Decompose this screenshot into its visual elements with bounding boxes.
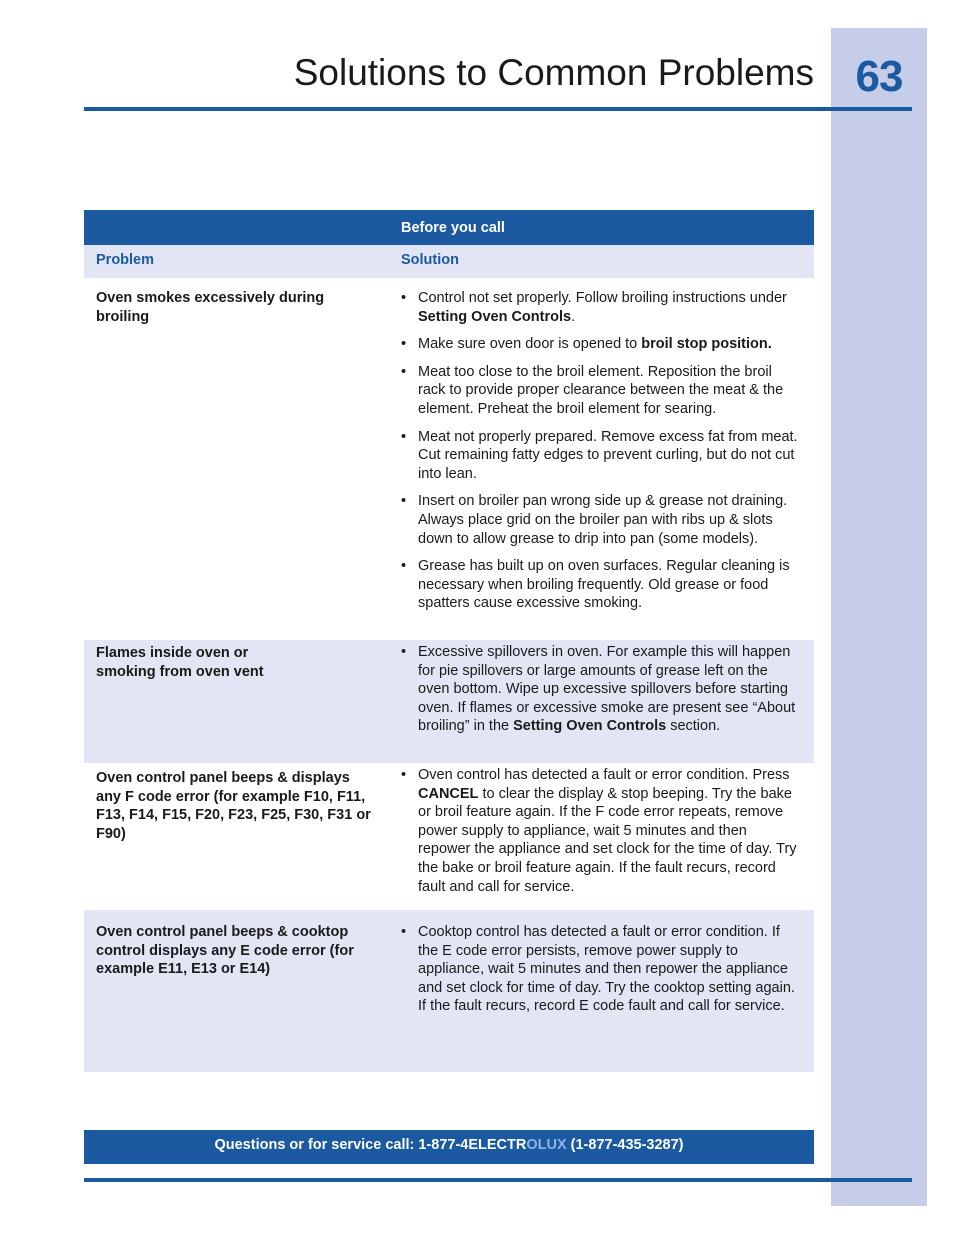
footer-text-suffix: (1-877-435-3287) xyxy=(566,1137,684,1153)
table-row xyxy=(84,910,814,1072)
table-caption-bar xyxy=(84,210,814,245)
solution-item: • Insert on broiler pan wrong side up & grease not draining. Always place grid on the broiler pan with ribs up & slots down to allow grease to drip into pan (some models). xyxy=(401,492,803,548)
footer-text-accent: OLUX xyxy=(526,1137,567,1153)
solution-cell xyxy=(401,923,803,1025)
solution-item: • Excessive spillovers in oven. For example this will happen for pie spillovers or large amounts of grease left on the oven bottom. Wipe up excessive spillovers before starting oven. If flames or excessive smoke are present see “About broiling” in the Setting Oven Controls section. xyxy=(401,643,803,736)
solution-cell xyxy=(401,766,803,905)
page-title: Solutions to Common Problems xyxy=(293,52,814,93)
problem-cell: Flames inside oven or smoking from oven vent xyxy=(96,645,264,680)
side-bar xyxy=(831,28,927,1206)
solution-cell xyxy=(401,643,803,745)
footer-text-prefix: Questions or for service call: 1-877-4ELECTR xyxy=(214,1137,527,1153)
solution-item: • Control not set properly. Follow broiling instructions under Setting Oven Controls. xyxy=(401,289,803,326)
solution-cell xyxy=(401,289,803,622)
problem-cell: Oven smokes excessively during broiling xyxy=(96,290,325,325)
column-header-problem: Problem xyxy=(96,252,155,268)
table-row xyxy=(84,278,814,640)
solution-item: • Grease has built up on oven surfaces. Regular cleaning is necessary when broiling frequently. Old grease or food spatters cause excessive smoking. xyxy=(401,557,803,613)
column-header-row xyxy=(84,245,814,278)
table-row xyxy=(84,640,814,763)
service-call-bar xyxy=(84,1130,814,1164)
troubleshooting-table xyxy=(84,210,814,1072)
table-row xyxy=(84,763,814,910)
page-number: 63 xyxy=(855,52,903,101)
problem-cell: Oven control panel beeps & displays any F code error (for example F10, F11, F13, F14, F15, F20, F23, F25, F30, F31 or F90) xyxy=(96,770,371,842)
header-rule xyxy=(84,107,912,111)
problem-cell: Oven control panel beeps & cooktop control displays any E code error (for example E11, E13 or E14) xyxy=(96,924,354,978)
solution-item: • Meat too close to the broil element. Reposition the broil rack to provide proper clearance between the meat & the element. Preheat the broil element for searing. xyxy=(401,363,803,419)
solution-item: • Oven control has detected a fault or error condition. Press CANCEL to clear the display & stop beeping. Try the bake or broil feature again. If the F code error repeats, remove power supply to appliance, wait 5 minutes and then repower the appliance and set clock for the time of day. Try the bake or broil feature again. If the fault recurs, record fault and call for service. xyxy=(401,766,803,896)
solution-item: • Cooktop control has detected a fault or error condition. If the E code error persists, remove power supply to appliance, wait 5 minutes and then repower the appliance and set clock for time of day. Try the cooktop setting again. If the fault recurs, record E code fault and call for service. xyxy=(401,923,803,1016)
footer-rule xyxy=(84,1178,912,1182)
table-caption: Before you call xyxy=(401,220,505,236)
solution-item: • Meat not properly prepared. Remove excess fat from meat. Cut remaining fatty edges to prevent curling, but do not cut into lean. xyxy=(401,428,803,484)
solution-item: • Make sure oven door is opened to broil stop position. xyxy=(401,335,803,354)
column-header-solution: Solution xyxy=(401,252,459,268)
